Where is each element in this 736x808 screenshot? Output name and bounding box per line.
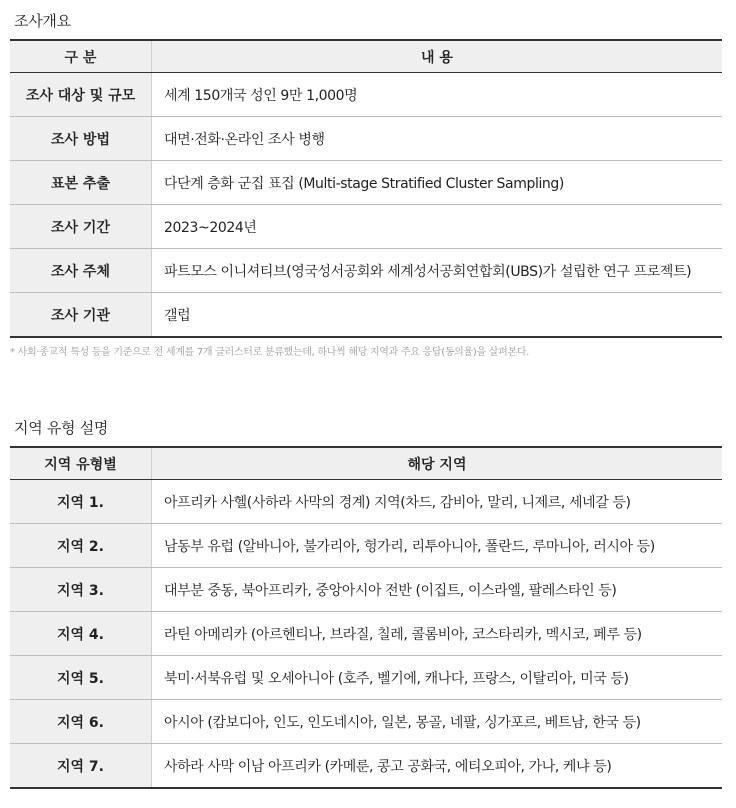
row-label: 표본 추출: [10, 161, 152, 205]
row-value: 대면·전화·온라인 조사 병행: [152, 117, 723, 161]
table-row: [10, 161, 722, 205]
column-header-category: 구 분: [10, 40, 152, 73]
column-header-regions: 해당 지역: [152, 447, 723, 480]
row-value: 대부분 중동, 북아프리카, 중앙아시아 전반 (이집트, 이스라엘, 팔레스타인 등): [152, 568, 723, 612]
table-row: [10, 73, 722, 117]
row-value: 사하라 사막 이남 아프리카 (카메룬, 콩고 공화국, 에티오피아, 가나, 케냐 등): [152, 744, 723, 789]
row-label: 조사 기관: [10, 293, 152, 338]
table-row: [10, 293, 722, 338]
survey-overview-title: 조사개요: [14, 12, 71, 30]
row-label: 지역 4.: [10, 612, 152, 656]
row-label: 지역 1.: [10, 480, 152, 524]
row-label: 지역 7.: [10, 744, 152, 789]
row-value: 아시아 (캄보디아, 인도, 인도네시아, 일본, 몽골, 네팔, 싱가포르, 베트남, 한국 등): [152, 700, 723, 744]
row-value: 파트모스 이니셔티브(영국성서공회와 세계성서공회연합회(UBS)가 설립한 연구 프로젝트): [152, 249, 723, 293]
survey-overview-table: [10, 39, 722, 338]
row-label: 지역 6.: [10, 700, 152, 744]
row-value: 세계 150개국 성인 9만 1,000명: [152, 73, 723, 117]
table-row: [10, 744, 722, 789]
row-value: 아프리카 사헬(사하라 사막의 경계) 지역(차드, 감비아, 말리, 니제르, 세네갈 등): [152, 480, 723, 524]
row-value: 갤럽: [152, 293, 723, 338]
row-value: 남동부 유럽 (알바니아, 불가리아, 헝가리, 리투아니아, 폴란드, 루마니아, 러시아 등): [152, 524, 723, 568]
column-header-region-type: 지역 유형별: [10, 447, 152, 480]
table-row: [10, 568, 722, 612]
row-label: 조사 기간: [10, 205, 152, 249]
table-row: [10, 480, 722, 524]
row-label: 지역 5.: [10, 656, 152, 700]
row-label: 지역 3.: [10, 568, 152, 612]
table-row: [10, 205, 722, 249]
column-header-content: 내 용: [152, 40, 723, 73]
row-value: 북미·서북유럽 및 오세아니아 (호주, 벨기에, 캐나다, 프랑스, 이탈리아, 미국 등): [152, 656, 723, 700]
table-header-row: [10, 40, 722, 73]
row-label: 조사 대상 및 규모: [10, 73, 152, 117]
footnote: * 사회·종교적 특성 등을 기준으로 전 세계를 7개 클러스터로 분류했는데, 하나씩 해당 지역과 주요 응답(동의율)을 살펴본다.: [10, 347, 530, 358]
row-label: 조사 주체: [10, 249, 152, 293]
row-value: 라틴 아메리카 (아르헨티나, 브라질, 칠레, 콜롬비아, 코스타리카, 멕시코, 페루 등): [152, 612, 723, 656]
row-value: 다단계 층화 군집 표집 (Multi-stage Stratified Cluster Sampling): [152, 161, 723, 205]
region-types-title: 지역 유형 설명: [14, 419, 109, 437]
row-label: 지역 2.: [10, 524, 152, 568]
row-label: 조사 방법: [10, 117, 152, 161]
table-header-row: [10, 447, 722, 480]
table-row: [10, 249, 722, 293]
table-row: [10, 656, 722, 700]
row-value: 2023~2024년: [152, 205, 723, 249]
region-types-table: [10, 446, 722, 789]
table-row: [10, 700, 722, 744]
table-row: [10, 612, 722, 656]
table-row: [10, 117, 722, 161]
table-row: [10, 524, 722, 568]
